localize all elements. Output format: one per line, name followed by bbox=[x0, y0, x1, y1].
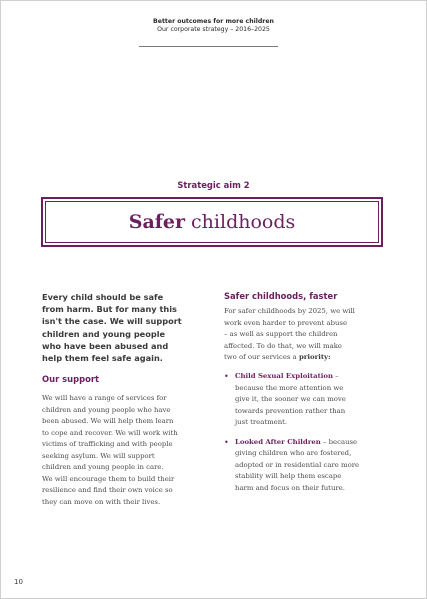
our-support-heading: Our support bbox=[42, 374, 99, 384]
support-line: victims of trafficking and with people bbox=[42, 440, 173, 448]
bullet-icon: • bbox=[224, 372, 229, 381]
page-title-regular: childhoods bbox=[191, 211, 296, 233]
strategic-aim-label: Strategic aim 2 bbox=[177, 180, 250, 190]
intro-line: children and young people bbox=[42, 328, 166, 339]
bullet-line: give it, the sooner we can move bbox=[235, 395, 346, 403]
faster-line: affected. To do that, we will make bbox=[224, 341, 342, 350]
bullet-title: Looked After Children bbox=[235, 437, 321, 446]
bullet-icon: • bbox=[224, 437, 229, 447]
priority-word: priority: bbox=[298, 353, 331, 361]
support-line: We will encourage them to build their bbox=[42, 474, 175, 483]
bullet-first-rest: – bbox=[332, 372, 339, 380]
header-title: Better outcomes for more children bbox=[153, 18, 274, 25]
support-line: seeking asylum. We will support bbox=[42, 451, 155, 460]
safer-faster-paragraph bbox=[224, 306, 389, 364]
bullet-line: because the more attention we bbox=[235, 383, 344, 392]
page-title-bold: Safer bbox=[128, 211, 186, 233]
support-line: We will have a range of services for bbox=[42, 394, 167, 402]
support-line: been abused. We will help them learn bbox=[42, 417, 174, 425]
bullet-line: stability will help them escape bbox=[235, 472, 342, 480]
bullet-line: adopted or in residential care more bbox=[235, 460, 360, 469]
faster-line: For safer childhoods by 2025, we will bbox=[224, 307, 355, 315]
bullet-line: just treatment. bbox=[235, 418, 288, 426]
faster-line: – as well as support the children bbox=[224, 330, 338, 338]
list-item bbox=[224, 437, 394, 495]
safer-faster-heading: Safer childhoods, faster bbox=[224, 291, 338, 301]
page-number: 10 bbox=[14, 578, 23, 586]
header-subtitle: Our corporate strategy – 2016–2025 bbox=[157, 26, 270, 33]
page-header bbox=[1, 18, 426, 34]
support-line: resilience and find their own voice so bbox=[42, 486, 173, 494]
intro-line: help them feel safe again. bbox=[42, 353, 163, 364]
bullet-line: towards prevention rather than bbox=[235, 406, 346, 415]
intro-line: from harm. But for many this bbox=[42, 304, 177, 315]
bullet-first-rest: – because bbox=[320, 437, 358, 446]
bullet-title: Child Sexual Exploitation bbox=[235, 372, 333, 380]
faster-line-prefix: two of our services a bbox=[224, 353, 299, 361]
title-box-inner bbox=[45, 201, 379, 243]
intro-line: who have been abused and bbox=[42, 340, 169, 351]
support-line: they can move on with their lives. bbox=[42, 497, 161, 506]
bullet-first-line bbox=[235, 371, 394, 383]
intro-line: Every child should be safe bbox=[42, 292, 164, 302]
faster-line-last bbox=[224, 352, 389, 364]
bullet-first-line bbox=[235, 437, 394, 449]
list-item bbox=[224, 371, 394, 429]
support-line: children and young people who have bbox=[42, 405, 171, 414]
bullet-line: harm and focus on their future. bbox=[235, 483, 345, 492]
intro-paragraph bbox=[42, 291, 202, 364]
header-divider bbox=[139, 46, 278, 47]
title-box bbox=[41, 197, 383, 247]
faster-line: work even harder to prevent abuse bbox=[224, 318, 348, 327]
support-line: children and young people in care. bbox=[42, 463, 164, 471]
priority-list bbox=[224, 371, 394, 502]
our-support-paragraph bbox=[42, 393, 212, 508]
intro-line: isn't the case. We will support bbox=[42, 316, 182, 327]
support-line: to cope and recover. We will work with bbox=[42, 428, 178, 437]
bullet-line: giving children who are fostered, bbox=[235, 449, 352, 457]
